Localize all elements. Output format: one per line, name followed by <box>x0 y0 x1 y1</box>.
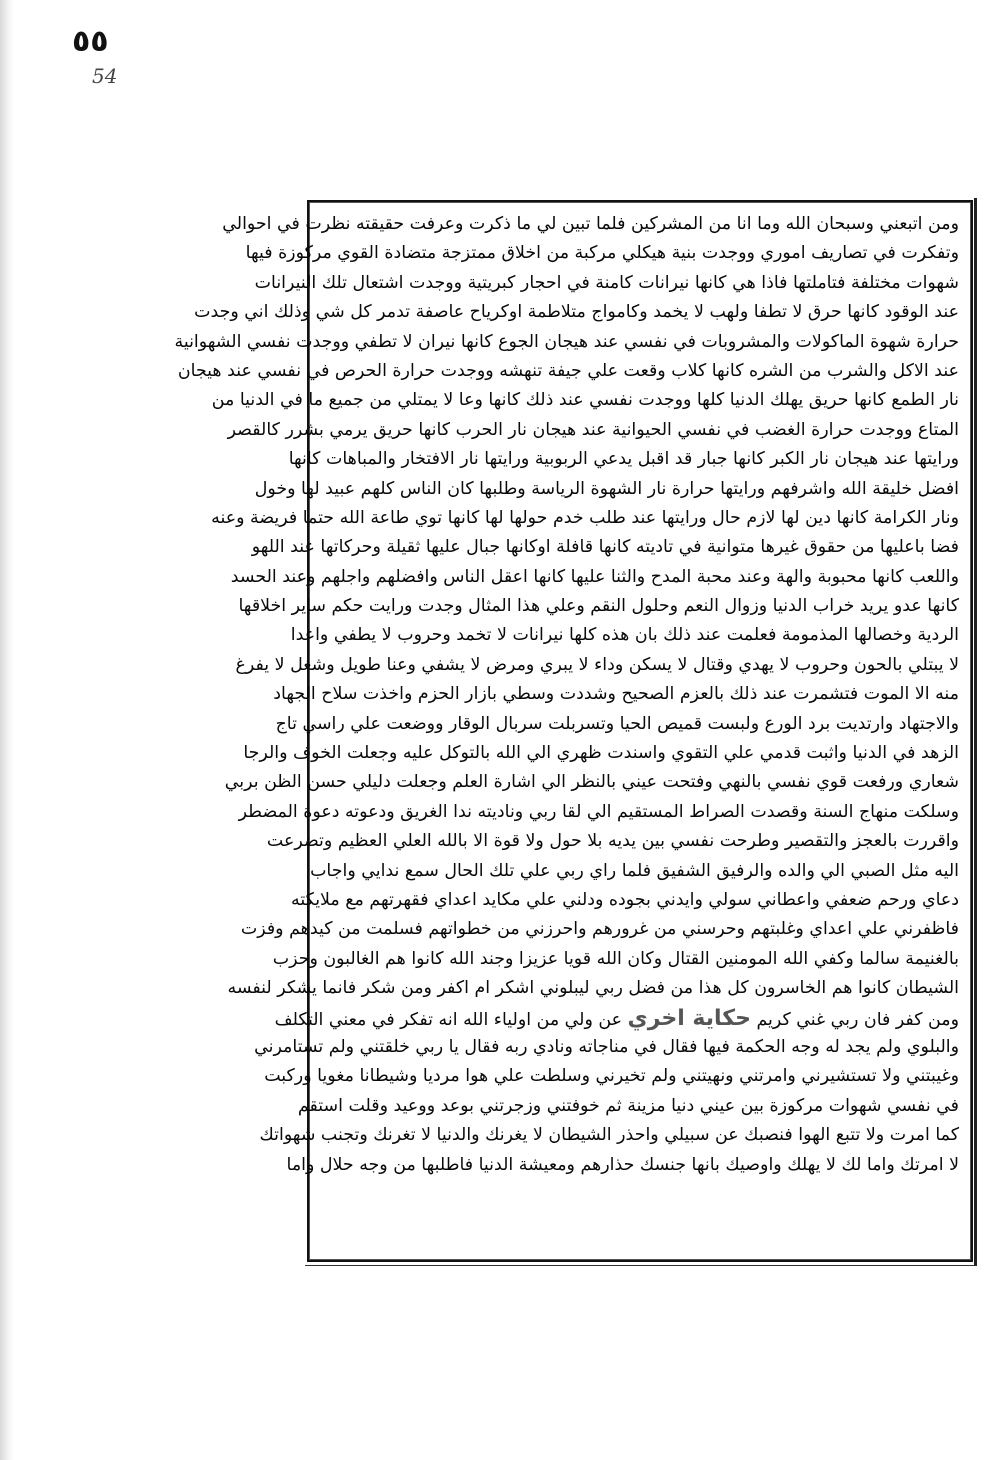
manuscript-line: فاظفرني علي اعداي وغلبتهم وحرسني من غرورهم واحرزني من خطواتهم فسلمت من كيدهم وفزت <box>240 919 959 940</box>
manuscript-line: عند الوقود كانها حرق لا تطفا ولهب لا يخمد وكامواج متلاطمة اوكرياح عاصفة تدمر كل شي وذلك اني وجدت <box>194 302 959 323</box>
manuscript-text-block <box>174 210 959 1252</box>
manuscript-line: وغيبتني ولا تستشيرني وامرتني ونهيتني ولم تخيرني وسلطت علي هوا مرديا وشيطانا مغويا وركبت <box>264 1066 959 1087</box>
manuscript-line: في نفسي شهوات مركوزة بين عيني دنيا مزينة ثم خوفتني وزجرتني بوعد ووعيد وقلت استقم <box>297 1095 959 1116</box>
pencil-folio-number: 54 <box>92 64 118 88</box>
manuscript-line: بالغنيمة سالما وكفي الله المومنين القتال وكان الله قويا عزيزا وجند الله كانوا هم الغالبون وحزب <box>272 948 959 969</box>
manuscript-line: لا امرتك واما لك لا يهلك واوصيك بانها جنسك حذارهم ومعيشة الدنيا فاطلبها من وجه حلال واما <box>286 1154 959 1175</box>
manuscript-line: الردية وخصالها المذمومة فعلمت عند ذلك بان هذه كلها نيرانات لا تخمد وحروب لا يطفي واعدا <box>290 625 959 646</box>
manuscript-line: ومن كفر فان ربي غني كريم حكاية اخري عن ولي من اولياء الله انه تفكر في معني التكلف <box>274 1005 959 1031</box>
manuscript-line: دعاي ورحم ضعفي واعطاني سولي وايدني بجوده ودلني علي مكايد اعداي فقهرتهم مع ملايكته <box>291 889 959 910</box>
manuscript-line: ونار الكرامة كانها دين لها لازم حال ورايتها عند طلب خدم حولها لها كانها توي طاعة الله حتما فريضة وعنه <box>211 507 959 528</box>
manuscript-line: وتفكرت في تصاريف اموري ووجدت بنية هيكلي مركبة من اخلاق ممتزجة متضادة القوي مركوزة فيها <box>245 243 959 264</box>
manuscript-line: شهوات مختلفة فتاملتها فاذا هي كانها نيرانات كامنة في احجار كبريتية ووجدت اشتعال تلك النيرانات <box>254 272 959 293</box>
manuscript-line: والبلوي ولم يجد له وجه الحكمة فيها فقال في مناجاته ونادي ربه فقال يا ربي خلقتني ولم تستامرني <box>254 1036 959 1057</box>
manuscript-line: المتاع ووجدت حرارة الغضب في نفسي الحيوانية عند هيجان نار الحرب كانها حريق يرمي بشرر كالقصر <box>227 419 959 440</box>
manuscript-line: لا يبتلي بالحون وحروب لا يهدي وقتال لا يسكن وداء لا يبري ومرض لا يشفي وعنا طويل وشغل لا يفرغ <box>235 654 959 675</box>
manuscript-line: كانها عدو يريد خراب الدنيا وزوال النعم وحلول النقم وعلي هذا المثال وجدت ورايت حكم ساير اخلاقها <box>238 596 959 617</box>
manuscript-line: وسلكت منهاج السنة وقصدت الصراط المستقيم الي لقا ربي وناديته ندا الغريق ودعوته دعوة المضطر <box>238 801 959 822</box>
page-edge-shadow <box>0 0 14 1460</box>
manuscript-line: واللعب كانها محبوبة والهة وعند محبة المدح والثنا عليها كانها اعقل الناس وافضلهم واجلهم وعند الحسد <box>230 566 959 587</box>
manuscript-line: الزهد في الدنيا واثبت قدمي علي التقوي واسندت ظهري الي الله بالتوكل عليه وجعلت الخوف والرجا <box>243 743 959 764</box>
manuscript-line: الشيطان كانوا هم الخاسرون كل هذا من فضل ربي ليبلوني اشكر ام اكفر ومن شكر فانما يشكر لنفسه <box>227 978 959 999</box>
manuscript-line: عند الاكل والشرب من الشره كانها كلاب وقعت علي جيفة تنهشه ووجدت حرارة الحرص في نفسي عند هيجان <box>177 360 959 381</box>
manuscript-line: منه الا الموت فتشمرت عند ذلك بالعزم الصحيح وشددت وسطي بازار الحزم واخذت سلاح الجهاد <box>273 684 959 705</box>
manuscript-line: حرارة شهوة الماكولات والمشروبات في نفسي عند هيجان الجوع كانها نيران لا تطفي ووجدت نفسي الشهوانية <box>174 331 959 352</box>
manuscript-line: ورايتها عند هيجان نار الكبر كانها جبار قد اقبل يدعي الربوبية ورايتها نار الافتخار والمباهات كانها <box>288 449 959 470</box>
manuscript-line: شعاري ورفعت قوي نفسي بالنهي وفتحت عيني بالنظر الي اشارة العلم وجعلت دليلي حسن الظن بربي <box>224 772 959 793</box>
manuscript-line: نار الطمع كانها حريق يهلك الدنيا كلها ووجدت نفسي عند ذلك كانها وعا لا يمتلي من جميع ما في الدنيا من <box>211 390 959 411</box>
folio-number: ٥٥ <box>72 24 109 59</box>
manuscript-text-frame <box>174 200 973 1262</box>
manuscript-line: اليه مثل الصبي الي والده والرفيق الشفيق فلما راي ربي علي تلك الحال سمع ندايي واجاب <box>310 860 959 881</box>
manuscript-line: والاجتهاد وارتديت برد الورع ولبست قميص الحيا وتسربلت سربال الوقار ووضعت علي راسي تاج <box>275 713 959 734</box>
manuscript-line: ومن اتبعني وسبحان الله وما انا من المشركين فلما تبين لي ما ذكرت وعرفت حقيقته نظرت في احوالي <box>222 214 959 234</box>
manuscript-line: فضا باعليها من حقوق غيرها متوانية في تاديته كانها قافلة اوكانها جبال عليها ثقيلة وحركاتها عند اللهو <box>251 537 959 558</box>
manuscript-line: افضل خليقة الله واشرفهم ورايتها حرارة نار الشهوة الرياسة وطلبها كان الناس كلهم عبيد لها وخول <box>254 478 959 499</box>
manuscript-line: كما امرت ولا تتبع الهوا فنصبك عن سبيلي واحذر الشيطان لا يغرنك والدنيا لا تغرنك وتجنب شهواتك <box>259 1125 959 1146</box>
rubric-heading: حكاية اخري <box>627 1005 751 1031</box>
manuscript-line: واقررت بالعجز والتقصير وطرحت نفسي بين يديه بلا حول ولا قوة الا بالله العلي العظيم وتضرعت <box>266 831 959 852</box>
